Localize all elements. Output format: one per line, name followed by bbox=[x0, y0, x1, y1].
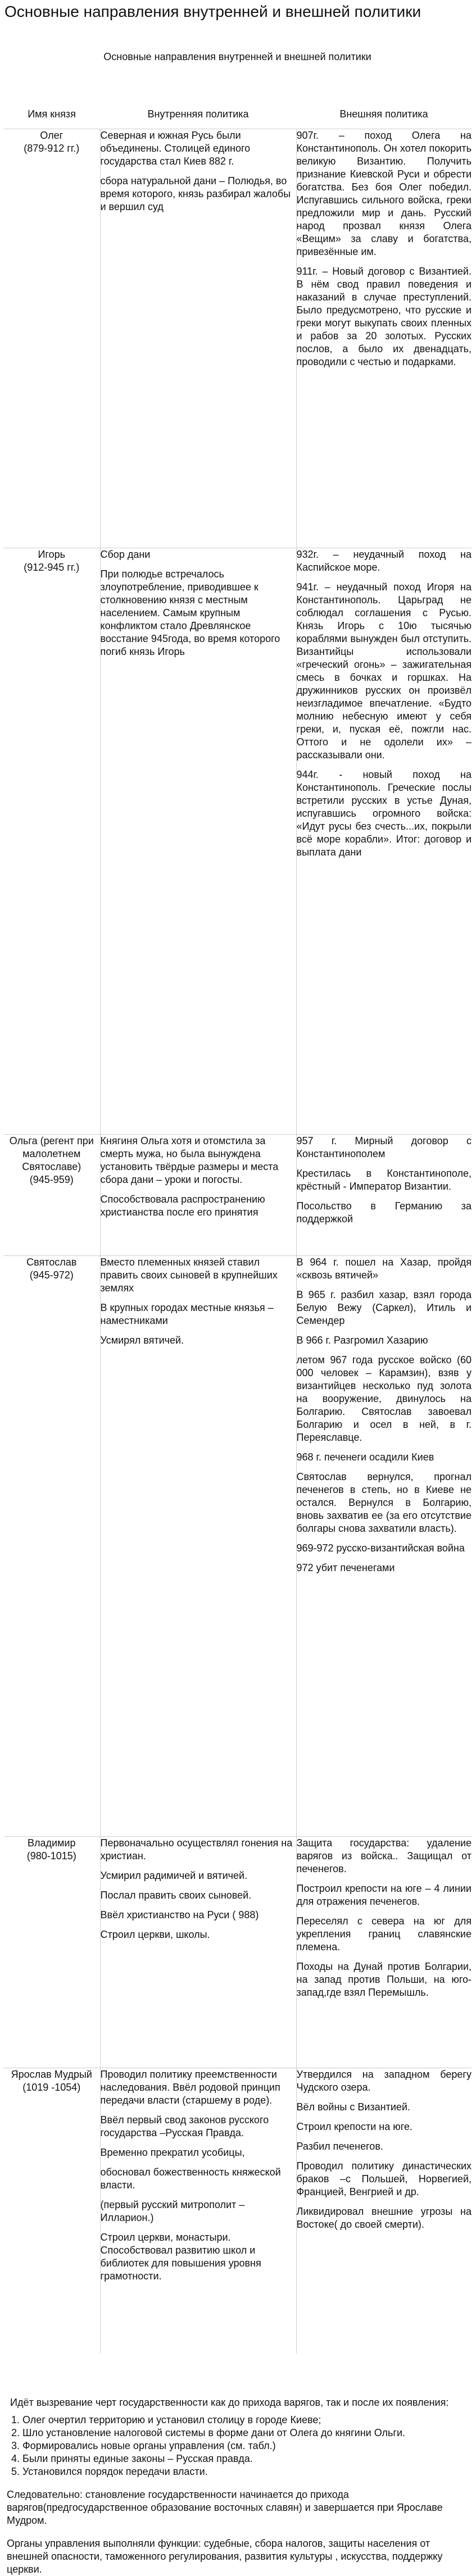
external-item: 907г. – поход Олега на Константинополь. Он хотел покорить великую Византию. Получить признание Киевской Руси и обрести богатства. Без боя Олег победил. Испугавшись сильного войска, греки предложили мир и дань. Русский народ прозвал князя Олега «Вещим» за славу и богатства, привезённые им. bbox=[296, 130, 472, 257]
internal-item: Первоначально осуществлял гонения на христиан. bbox=[100, 1837, 293, 1862]
table-caption: Основные направления внутренней и внешней политики bbox=[103, 51, 371, 62]
prince-name: Ольга (регент при малолетнем Святославе) bbox=[9, 1135, 94, 1172]
prince-cell bbox=[3, 129, 100, 548]
prince-years: (879-912 гг.) bbox=[24, 143, 80, 154]
summary-list bbox=[7, 2414, 469, 2478]
column-header-name: Имя князя bbox=[28, 108, 76, 120]
external-policy-cell bbox=[296, 129, 472, 548]
internal-policy-cell bbox=[100, 1135, 296, 1256]
prince-name: Святослав bbox=[26, 1257, 77, 1268]
internal-policy-cell bbox=[100, 129, 296, 548]
internal-item: В крупных городах местные князья – наместниками bbox=[100, 1302, 274, 1326]
external-item: Строил крепости на юге. bbox=[296, 2121, 412, 2132]
external-item: летом 967 года русское войско (60 000 человек – Карамзин), взяв у византийцев несколько пуд золота на вооружение, двинулось на Болгарию. Святослав завоевал Болгарию и осел в ней, в г. Переяславце. bbox=[296, 1354, 472, 1443]
column-header-external: Внешняя политика bbox=[339, 108, 428, 120]
internal-item: При полюдье встречалось злоупотребление, приводившее к столкновению князя с местным населением. Самым крупным конфликтом стало Древлянское восстание 945года, во время которого погиб князь Игорь bbox=[100, 568, 280, 657]
external-item: Защита государства: удаление варягов из войска.. Защищал от печенегов. bbox=[296, 1837, 472, 1874]
prince-cell bbox=[3, 1837, 100, 2068]
prince-cell bbox=[3, 1135, 100, 1256]
external-item: 972 убит печенегами bbox=[296, 1562, 395, 1573]
internal-policy-cell bbox=[100, 2068, 296, 2354]
external-item: Крестилась в Константинополе, крёстный - Император Византии. bbox=[296, 1168, 472, 1192]
external-item: Утвердился на западном берегу Чудского озера. bbox=[296, 2069, 472, 2093]
internal-policy-cell bbox=[100, 548, 296, 1135]
external-item: Построил крепости на юге – 4 линии для отражения печенегов. bbox=[296, 1883, 472, 1907]
external-item: 932г. – неудачный поход на Каспийское море. bbox=[296, 549, 472, 573]
external-item: В 966 г. Разгромил Хазарию bbox=[296, 1335, 428, 1346]
external-item: Ликвидировал внешние угрозы на Востоке( до своей смерти). bbox=[296, 2206, 472, 2230]
prince-name: Олег bbox=[40, 130, 64, 141]
external-item: Переселял с севера на юг для укрепления границ славянские племена. bbox=[296, 1915, 472, 1953]
table-row-oleg bbox=[3, 129, 472, 548]
internal-item: Временно прекратил усобицы, bbox=[100, 2147, 245, 2158]
internal-item: Способствовала распространению христианства после его принятия bbox=[100, 1194, 265, 1218]
table-row-olga bbox=[3, 1135, 472, 1256]
page-title: Основные направления внутренней и внешней политики bbox=[4, 3, 421, 20]
internal-item: Строил церкви, монастыри. Способствовал развитию школ и библиотек для повышения уровня грамотности. bbox=[100, 2232, 261, 2282]
external-item: 969-972 русско-византийская война bbox=[296, 1542, 465, 1554]
internal-item: Северная и южная Русь были объединены. Столицей единого государства стал Киев 882 г. bbox=[100, 130, 251, 167]
summary-list-item: 5. Установился порядок передачи власти. bbox=[22, 2465, 469, 2478]
internal-item: Усмирял вятичей. bbox=[100, 1335, 184, 1346]
prince-years: (945-972) bbox=[29, 1269, 74, 1281]
prince-cell bbox=[3, 548, 100, 1135]
external-item: 941г. – неудачный поход Игоря на Константинополь. Царьград не соблюдал соглашения с Русью. Князь Игорь с 10ю тысячью кораблями вынужден был отступить. Византийцы использовали «греческий огонь» – зажигательная смесь в бочках и горшках. На дружинников русских он произвёл неизгладимое впечатление. «Будто молнию небесную имеют у себя греки, и, пуская её, пожгли нас. Оттого и не одолели их» – рассказывали они. bbox=[296, 581, 472, 761]
table-row-vladimir bbox=[3, 1837, 472, 2068]
summary-section bbox=[3, 2396, 472, 2576]
prince-years: (912-945 гг.) bbox=[24, 562, 80, 573]
external-item: 968 г. печенеги осадили Киев bbox=[296, 1451, 434, 1463]
summary-conclusion: Следовательно: становление государственности начинается до прихода варягов(предгосударственное образование восточных славян) и завершается при Ярославе Мудром. bbox=[7, 2488, 443, 2526]
table-row-igor bbox=[3, 548, 472, 1135]
external-item: 944г. - новый поход на Константинополь. Греческие послы встретили русских в устье Дуная, испугавшись огромного войска: «Идут русы без счесть...их, покрыли всё море корабли». Итог: договор и выплата дани bbox=[296, 769, 472, 858]
external-policy-cell bbox=[296, 1256, 472, 1837]
table-header-row bbox=[3, 108, 472, 129]
table-row-svyatoslav bbox=[3, 1256, 472, 1837]
policy-table bbox=[3, 108, 472, 2354]
summary-functions: Органы управления выполняли функции: судебные, сбора налогов, защиты населения от внешней опасности, таможенного регулирования, развития культуры , искусства, поддержку церкви. bbox=[7, 2537, 443, 2575]
internal-policy-cell bbox=[100, 1256, 296, 1837]
external-item: Походы на Дунай против Болгарии, на запад против Польши, на юго-запад,где взял Перемышль. bbox=[296, 1961, 472, 1998]
prince-years: (980-1015) bbox=[26, 1850, 76, 1862]
summary-intro: Идёт вызревание черт государственности как до прихода варягов, так и после их появления: bbox=[10, 2396, 449, 2408]
external-item: В 965 г. разбил хазар, взял города Белую Вежу (Саркел), Итиль и Семендер bbox=[296, 1289, 472, 1326]
prince-cell bbox=[3, 1256, 100, 1837]
internal-item: сбора натуральной дани – Полюдья, во время которого, князь разбирал жалобы и вершил суд bbox=[100, 175, 291, 212]
internal-item: Проводил политику преемственности наследования. Ввёл родовой принцип передачи власти (старшему в роде). bbox=[100, 2069, 280, 2106]
external-item: Посольство в Германию за поддержкой bbox=[296, 1200, 472, 1225]
external-item: Вёл войны с Византией. bbox=[296, 2101, 410, 2113]
column-header-internal: Внутренняя политика bbox=[147, 108, 249, 120]
prince-years: (945-959) bbox=[29, 1174, 74, 1185]
summary-list-item: 1. Олег очертил территорию и установил столицу в городе Киеве; bbox=[22, 2414, 469, 2427]
internal-item: Вместо племенных князей ставил править своих сыновей в крупнейших землях bbox=[100, 1257, 278, 1294]
external-item: 957 г. Мирный договор с Константинополем bbox=[296, 1135, 472, 1159]
internal-item: Усмирил радимичей и вятичей. bbox=[100, 1870, 248, 1881]
prince-name: Игорь bbox=[38, 549, 65, 560]
internal-item: Ввёл первый свод законов русского государства –Русская Правда. bbox=[100, 2114, 269, 2138]
summary-list-item: 4. Были приняты единые законы – Русская правда. bbox=[22, 2452, 469, 2465]
internal-item: (первый русский митрополит – Илларион.) bbox=[100, 2199, 245, 2223]
internal-item: Строил церкви, школы. bbox=[100, 1929, 210, 1940]
external-item: Разбил печенегов. bbox=[296, 2141, 383, 2152]
internal-item: Ввёл христианство на Руси ( 988) bbox=[100, 1909, 259, 1920]
prince-name: Владимир bbox=[27, 1837, 76, 1849]
internal-item: Сбор дани bbox=[100, 549, 151, 560]
external-item: Святослав вернулся, прогнал печенегов в степь, но в Киеве не остался. Вернулся в Болгарию, вновь захватив ее (за его отсутствие болгары снова захватили власть). bbox=[296, 1471, 472, 1534]
external-policy-cell bbox=[296, 548, 472, 1135]
external-item: 911г. – Новый договор с Византией. В нём свод правил поведения и наказаний в случае преступлений. Было предусмотрено, что русские и греки могут выкупать своих пленных и рабов за 20 золотых. Русских послов, а было их двенадцать, проводили с честью и подарками. bbox=[296, 266, 472, 367]
internal-item: Княгиня Ольга хотя и отомстила за смерть мужа, но была вынуждена установить твёрдые размеры и места сбора дани – уроки и погосты. bbox=[100, 1135, 279, 1185]
external-item: Проводил политику династических браков –с Польшей, Норвегией, Францией, Венгрией и др. bbox=[296, 2160, 472, 2197]
summary-list-item: 2. Шло установление налоговой системы в форме дани от Олега до княгини Ольги. bbox=[22, 2427, 469, 2440]
external-item: В 964 г. пошел на Хазар, пройдя «сквозь вятичей» bbox=[296, 1257, 472, 1281]
external-policy-cell bbox=[296, 2068, 472, 2354]
summary-list-item: 3. Формировались новые органы управления (см. табл.) bbox=[22, 2440, 469, 2452]
external-policy-cell bbox=[296, 1135, 472, 1256]
internal-item: обосновал божественность княжеской власти. bbox=[100, 2167, 281, 2191]
external-policy-cell bbox=[296, 1837, 472, 2068]
prince-name: Ярослав Мудрый (1019 -1054) bbox=[11, 2069, 92, 2093]
internal-item: Послал править своих сыновей. bbox=[100, 1890, 252, 1901]
table-row-yaroslav bbox=[3, 2068, 472, 2354]
internal-policy-cell bbox=[100, 1837, 296, 2068]
prince-cell bbox=[3, 2068, 100, 2354]
